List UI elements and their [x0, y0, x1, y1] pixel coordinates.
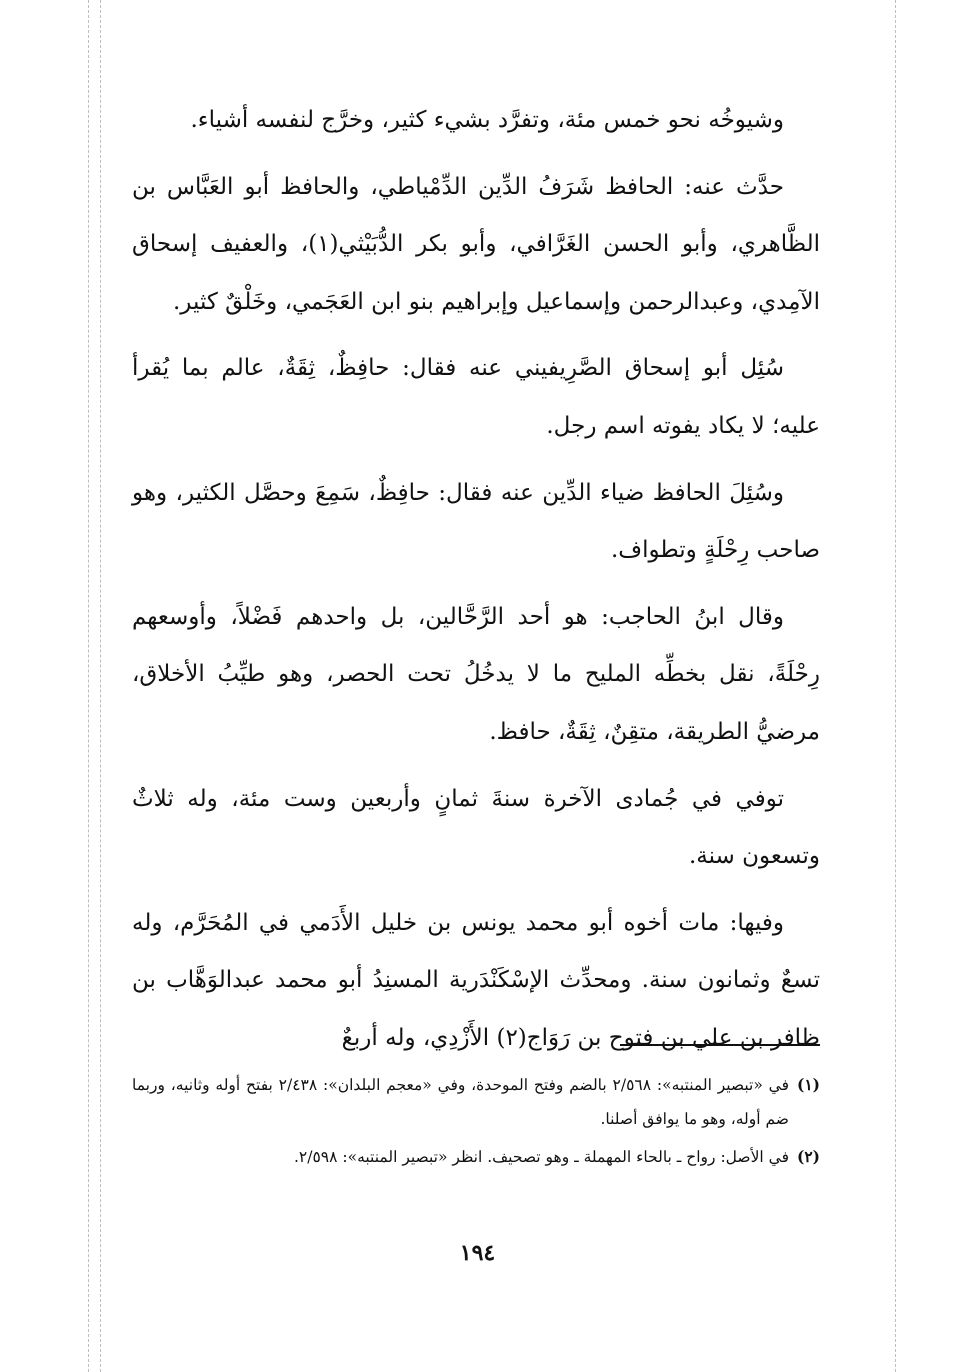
- paragraph: وفيها: مات أخوه أبو محمد يونس بن خليل الأَدَمي في المُحَرَّم، وله تسعٌ وثمانون سنة. ومحدِّث الإسْكَنْدَرية المسنِدُ أبو محمد عبدالوَهَّاب بن ظافر بن علي بن فتوح بن رَوَاج(٢) الأَزْدِي، وله أربعٌ: [132, 909, 820, 1051]
- dashed-guide-left: [88, 0, 89, 1372]
- paragraph: توفي في جُمادى الآخرة سنةَ ثمانٍ وأربعين وست مئة، وله ثلاثٌ وتسعون سنة.: [132, 785, 820, 870]
- footnote: [132, 1140, 820, 1174]
- footnotes: [132, 1068, 820, 1178]
- dashed-guide-right: [895, 0, 896, 1372]
- page-number: ١٩٤: [459, 1240, 496, 1266]
- footnote-text: في الأصل: رواح ـ بالحاء المهملة ـ وهو تصحيف. انظر «تبصير المنتبه»: ٢/٥٩٨.: [293, 1148, 789, 1166]
- footnote: [132, 1068, 820, 1136]
- footnote-number: (١): [796, 1075, 820, 1094]
- paragraph: حدَّث عنه: الحافظ شَرَفُ الدِّين الدِّمْياطي، والحافظ أبو العَبَّاس بن الظَّاهري، وأبو الحسن الغَرَّافي، وأبو بكر الدُّبَيْثي(١)، والعفيف إسحاق الآمِدي، وعبدالرحمن وإسماعيل وإبراهيم بنو ابن العَجَمي، وخَلْقٌ كثير.: [132, 173, 820, 315]
- paragraph: وسُئِلَ الحافظ ضياء الدِّين عنه فقال: حافِظٌ، سَمِعَ وحصَّل الكثير، وهو صاحب رِحْلَةٍ وتطواف.: [132, 479, 820, 564]
- paragraph: وشيوخُه نحو خمس مئة، وتفرَّد بشيء كثير، وخرَّج لنفسه أشياء.: [190, 107, 784, 133]
- footnote-text: في «تبصير المنتبه»: ٢/٥٦٨ بالضم وفتح الموحدة، وفي «معجم البلدان»: ٢/٤٣٨ بفتح أوله وثانيه، وربما ضم أوله، وهو ما يوافق أصلنا.: [132, 1076, 789, 1128]
- paragraph: وقال ابنُ الحاجب: هو أحد الرَّحَّالين، بل واحدهم فَضْلاً، وأوسعهم رِحْلَةً، نقل بخطِّه المليح ما لا يدخُلُ تحت الحصر، وهو طيِّبُ الأخلاق، مرضيُّ الطريقة، متقِنٌ، ثِقَةٌ، حافظ.: [132, 603, 820, 745]
- paragraph: سُئِل أبو إسحاق الصَّرِيفيني عنه فقال: حافِظٌ، ثِقَةٌ، عالم بما يُقرأ عليه؛ لا يكاد يفوته اسم رجل.: [132, 355, 820, 439]
- footnote-separator: [620, 1044, 820, 1046]
- dashed-guide-inner-left: [100, 0, 101, 1372]
- footnote-number: (٢): [796, 1147, 820, 1166]
- main-text: [132, 92, 820, 1077]
